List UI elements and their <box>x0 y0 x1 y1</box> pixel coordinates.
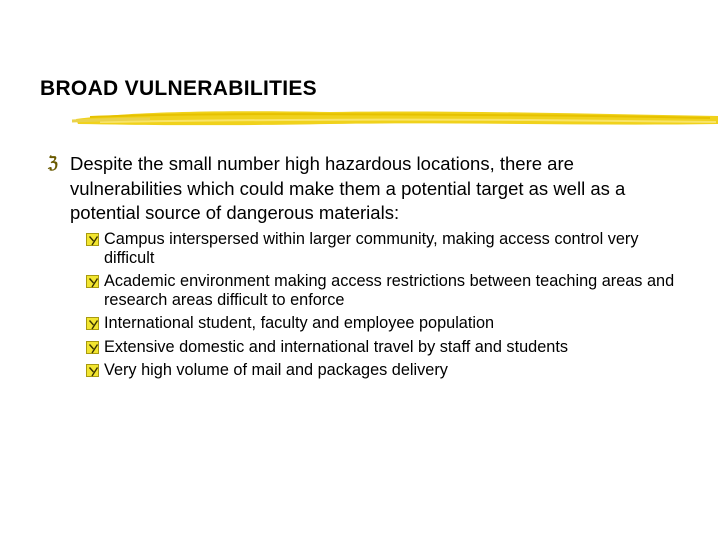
sub-bullet <box>86 361 686 380</box>
main-bullet <box>48 152 688 226</box>
sub-bullet-text: Campus interspersed within larger community, making access control very difficult <box>104 230 639 267</box>
main-bullet-text: Despite the small number high hazardous locations, there are vulnerabilities which could make them a potential target as well as a potential source of dangerous materials: <box>70 153 626 223</box>
y-bullet-icon <box>86 364 99 377</box>
highlighter-stroke <box>70 104 720 132</box>
sub-bullet <box>86 338 686 357</box>
sub-bullet <box>86 230 686 267</box>
y-bullet-icon <box>86 341 99 354</box>
sub-bullet-text: Academic environment making access restrictions between teaching areas and research areas difficult to enforce <box>104 272 675 309</box>
sub-bullet-text: Extensive domestic and international travel by staff and students <box>104 337 568 356</box>
z-bullet-icon: ℨ <box>48 155 58 172</box>
sub-bullet-list <box>86 230 686 385</box>
slide-title: BROAD VULNERABILITIES <box>40 77 317 100</box>
sub-bullet <box>86 314 686 333</box>
y-bullet-icon <box>86 233 99 246</box>
sub-bullet-text: International student, faculty and employee population <box>104 314 495 332</box>
sub-bullet <box>86 272 686 309</box>
y-bullet-icon <box>86 317 99 330</box>
sub-bullet-text: Very high volume of mail and packages delivery <box>104 361 448 379</box>
y-bullet-icon <box>86 275 99 288</box>
